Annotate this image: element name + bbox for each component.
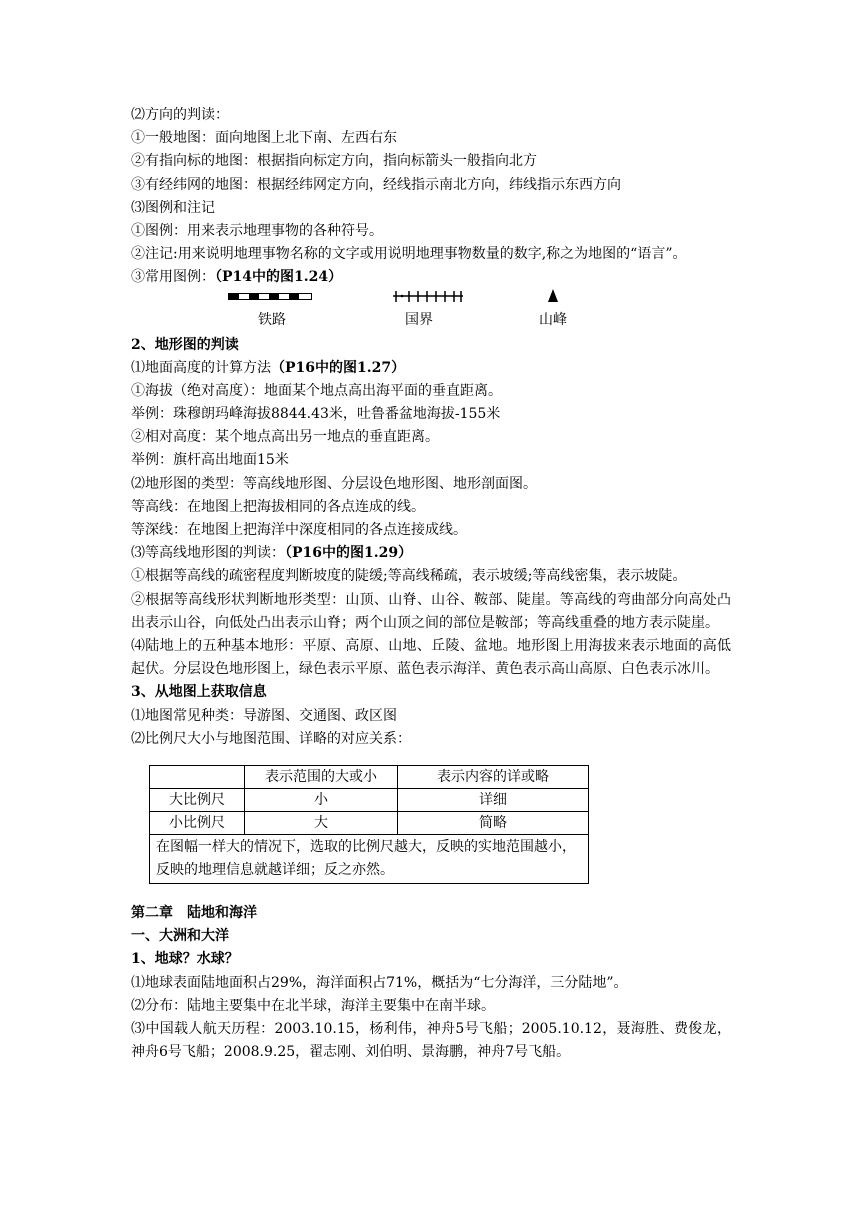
height-heading [131,357,731,380]
border-symbol-icon [393,290,463,304]
table-cell: 大比例尺 [150,788,245,811]
railway-label: 铁路 [258,311,286,328]
chapter-item-1: ⑴地球表面陆地面积占29%，海洋面积占71%，概括为“七分海洋，三分陆地”。 [131,974,628,991]
railway-symbol-icon [228,293,312,301]
contour-item-2: ②根据等高线形状判断地形类型：山顶、山脊、山谷、鞍部、陡崖。等高线的弯曲部分向高处凸出表示山谷，向低处凸出表示山脊；两个山顶之间的部位是鞍部；等高线重叠的地方表示陡崖。 [131,591,731,631]
legend-item-1: ①图例：用来表示地理事物的各种符号。 [131,222,383,239]
height-heading-text: ⑴地面高度的计算方法 [131,359,271,376]
contour-heading-ref: （P16中的图1.29） [285,545,413,562]
table-cell: 大 [245,811,398,834]
table-note-row [150,834,589,883]
table-cell: 小比例尺 [150,811,245,834]
section3-title: 3、从地图上获取信息 [131,684,267,701]
table-cell: 小 [245,788,398,811]
contour-item-1: ①根据等高线的疏密程度判断坡度的陡缓;等高线稀疏，表示坡缓;等高线密集，表示坡陡。 [131,568,687,585]
legend-item-3 [131,266,731,289]
legend-symbols [131,290,731,334]
table-header-cell [150,765,245,788]
table-note: 在图幅一样大的情况下，选取的比例尺越大，反映的实地范围越小，反映的地理信息就越详细；反之亦然。 [150,834,589,883]
section2-title: 2、地形图的判读 [131,336,239,353]
legend-item-2: ②注记:用来说明地理事物名称的文字或用说明地理事物数量的数字,称之为地图的“语言”。 [131,246,687,263]
contour-definition: 等高线：在地图上把海拔相同的各点连成的线。 [131,498,425,515]
map-kinds: ⑴地图常见种类：导游图、交通图、政区图 [131,707,397,724]
direction-item-1: ①一般地图：面向地图上北下南、左西右东 [131,130,397,147]
contour-heading-text: ⑶等高线地形图的判读： [131,545,285,562]
table-cell: 详细 [398,788,589,811]
altitude-item-2: ②相对高度：某个地点高出另一地点的垂直距离。 [131,429,439,446]
table-header-row [150,765,589,788]
direction-item-2: ②有指向标的地图：根据指向标定方向，指向标箭头一般指向北方 [131,153,537,170]
chapter-subtitle: 一、大洲和大洋 [131,928,229,945]
scale-table [149,765,589,884]
legend-item-3-ref: （P14中的图1.24） [215,269,343,286]
table-header-cell: 表示内容的详或略 [398,765,589,788]
table-row [150,788,589,811]
chapter-item-3: ⑶中国载人航天历程：2003.10.15，杨利伟，神舟5号飞船；2005.10.12，聂海胜、费俊龙，神舟6号飞船；2008.9.25，翟志刚、刘伯明、景海鹏，神舟7号飞船。 [131,1020,731,1061]
landforms: ⑷陆地上的五种基本地形：平原、高原、山地、丘陵、盆地。地形图上用海拔来表示地面的高低起伏。分层设色地形图上，绿色表示平原、蓝色表示海洋、黄色表示高山高原、白色表示冰川。 [131,637,731,678]
document-page [131,104,731,1064]
peak-symbol-icon [548,289,558,303]
table-row [150,811,589,834]
legend-heading: ⑶图例和注记 [131,199,215,216]
table-header-cell: 表示范围的大或小 [245,765,398,788]
isobath-definition: 等深线：在地图上把海洋中深度相同的各点连接成线。 [131,522,467,538]
chapter-title: 第二章 陆地和海洋 [131,904,257,921]
peak-label: 山峰 [539,311,567,328]
altitude-item-1: ①海拔（绝对高度）：地面某个地点高出海平面的垂直距离。 [131,382,502,399]
legend-item-3-prefix: ③常用图例： [131,269,215,286]
table-cell: 简略 [398,811,589,834]
map-types: ⑵地形图的类型：等高线地形图、分层设色地形图、地形剖面图。 [131,475,537,492]
scale-relation: ⑵比例尺大小与地图范围、详略的对应关系： [131,730,411,747]
chapter-item-2: ⑵分布：陆地主要集中在北半球，海洋主要集中在南半球。 [131,997,495,1014]
question-title: 1、地球？水球？ [131,951,239,968]
height-heading-ref: （P16中的图1.27） [271,359,406,376]
altitude-example-2: 举例：旗杆高出地面15米 [131,452,289,469]
contour-heading [131,542,731,565]
direction-item-3: ③有经纬网的地图：根据经纬网定方向，经线指示南北方向，纬线指示东西方向 [131,176,621,193]
border-label: 国界 [405,311,433,328]
altitude-example-1: 举例：珠穆朗玛峰海拔8844.43米，吐鲁番盆地海拔-155米 [131,406,501,423]
direction-heading: ⑵方向的判读： [131,107,229,123]
